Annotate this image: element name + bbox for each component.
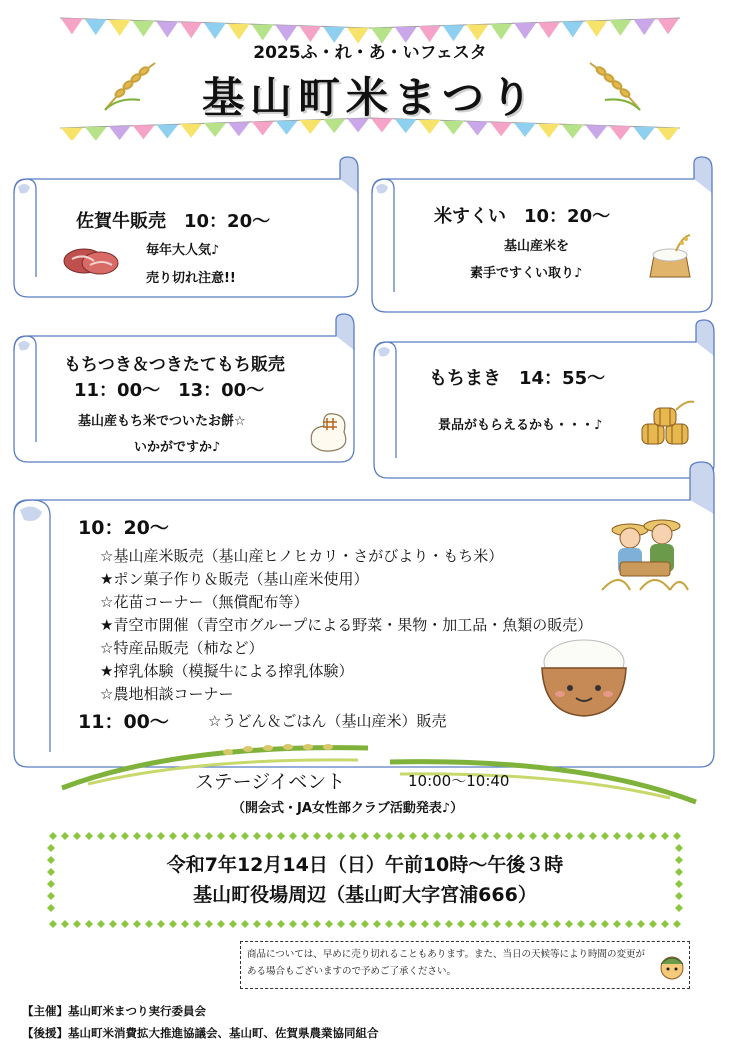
diamond-ornament bbox=[205, 832, 213, 840]
diamond-ornament bbox=[397, 920, 405, 928]
diamond-ornament bbox=[361, 832, 369, 840]
diamond-ornament bbox=[493, 832, 501, 840]
diamond-ornament bbox=[553, 832, 561, 840]
diamond-ornament bbox=[433, 832, 441, 840]
diamond-ornament bbox=[277, 832, 285, 840]
diamond-ornament bbox=[613, 920, 621, 928]
diamond-ornament bbox=[649, 832, 657, 840]
list-item: ☆花苗コーナー（無償配布等） bbox=[100, 593, 309, 611]
diamond-ornament bbox=[421, 832, 429, 840]
diamond-ornament bbox=[61, 832, 69, 840]
bunting-flag bbox=[633, 19, 655, 35]
diamond-ornament bbox=[613, 832, 621, 840]
bunting-flag bbox=[156, 125, 178, 139]
panel-rice-scoop bbox=[372, 157, 712, 312]
diamond-ornament bbox=[217, 920, 225, 928]
support-text: 【後援】基山町米消費拡大推進協議会、基山町、佐賀県農業協同組合 bbox=[22, 1026, 379, 1040]
diamond-ornament bbox=[169, 920, 177, 928]
list-item: ★搾乳体験（模擬牛による搾乳体験） bbox=[100, 662, 354, 680]
diamond-ornament bbox=[157, 832, 165, 840]
list-item: ★青空市開催（青空市グループによる野菜・果物・加工品・魚類の販売） bbox=[100, 616, 593, 634]
main-time-1100: 11：00～ bbox=[78, 711, 169, 733]
bunting-flag bbox=[180, 22, 202, 38]
diamond-ornament bbox=[193, 920, 201, 928]
stage-detail: （開会式・JA女性部クラブ活動発表♪） bbox=[232, 801, 464, 816]
diamond-ornament bbox=[289, 832, 297, 840]
mochitsuki-time: 11：00～ 13：00～ bbox=[74, 380, 265, 401]
bunting-flag bbox=[657, 128, 679, 140]
diamond-ornament bbox=[517, 832, 525, 840]
saga-beef-heading: 佐賀牛販売 10：20～ bbox=[76, 211, 271, 232]
farmers-icon bbox=[600, 512, 690, 592]
diamond-ornament bbox=[265, 832, 273, 840]
mochitsuki-line1: 基山産もち米でついたお餅☆ bbox=[78, 414, 246, 429]
bunting-flag bbox=[562, 21, 584, 37]
diamond-ornament bbox=[121, 832, 129, 840]
mochimaki-heading: もちまき 14：55～ bbox=[429, 368, 606, 389]
diamond-ornament bbox=[85, 832, 93, 840]
diamond-ornament bbox=[97, 832, 105, 840]
diamond-ornament bbox=[529, 920, 537, 928]
diamond-ornament bbox=[505, 832, 513, 840]
diamond-ornament bbox=[457, 920, 465, 928]
diamond-ornament bbox=[481, 832, 489, 840]
diamond-ornament bbox=[625, 920, 633, 928]
rice-scoop-line2: 素手ですくい取り♪ bbox=[470, 266, 583, 281]
diamond-ornament bbox=[313, 920, 321, 928]
diamond-ornament bbox=[301, 920, 309, 928]
diamond-ornament bbox=[337, 920, 345, 928]
bunting-flag bbox=[156, 21, 178, 37]
diamond-ornament bbox=[181, 920, 189, 928]
diamond-ornament bbox=[145, 832, 153, 840]
diamond-ornament bbox=[133, 832, 141, 840]
diamond-ornament bbox=[433, 920, 441, 928]
bunting-flag bbox=[133, 21, 155, 37]
bunting-flag bbox=[204, 123, 226, 137]
diamond-ornament bbox=[469, 832, 477, 840]
diamond-ornament bbox=[133, 920, 141, 928]
diamond-ornament bbox=[397, 832, 405, 840]
list-item: ★ポン菓子作り＆販売（基山産米使用） bbox=[100, 570, 369, 588]
diamond-ornament bbox=[229, 832, 237, 840]
rice-scoop-heading: 米すくい 10：20～ bbox=[434, 206, 611, 227]
diamond-ornament bbox=[109, 920, 117, 928]
diamond-ornament bbox=[673, 920, 681, 928]
mochimaki-line1: 景品がもらえるかも・・・♪ bbox=[438, 418, 603, 433]
diamond-ornament bbox=[517, 920, 525, 928]
diamond-ornament bbox=[193, 832, 201, 840]
diamond-ornament bbox=[97, 920, 105, 928]
diamond-ornament bbox=[229, 920, 237, 928]
main-time-1020: 10：20～ bbox=[78, 517, 169, 539]
diamond-ornament bbox=[325, 832, 333, 840]
diamond-ornament bbox=[337, 832, 345, 840]
header-banner bbox=[60, 10, 680, 140]
diamond-ornament bbox=[553, 920, 561, 928]
organizer-text: 【主催】基山町米まつり実行委員会 bbox=[22, 1004, 206, 1018]
diamond-ornament bbox=[601, 920, 609, 928]
list-item: ☆基山産米販売（基山産ヒノヒカリ・さがびより・もち米） bbox=[100, 547, 504, 565]
festa-subtitle: 2025ふ・れ・あ・いフェスタ bbox=[253, 43, 487, 63]
bunting-flag bbox=[204, 23, 226, 39]
diamond-ornament bbox=[61, 920, 69, 928]
bunting-flag bbox=[657, 18, 679, 34]
diamond-ornament bbox=[85, 920, 93, 928]
bunting-flag bbox=[109, 126, 131, 140]
diamond-ornament bbox=[73, 832, 81, 840]
bunting-flag bbox=[586, 21, 608, 37]
saga-beef-line1: 毎年大人気♪ bbox=[146, 243, 220, 258]
bunting-flag bbox=[633, 127, 655, 140]
diamond-ornament bbox=[49, 832, 57, 840]
panel-saga-beef bbox=[14, 157, 358, 297]
notice-box bbox=[240, 941, 690, 989]
diamond-ornament bbox=[469, 920, 477, 928]
diamond-ornament bbox=[505, 920, 513, 928]
diamond-ornament bbox=[589, 920, 597, 928]
bunting-flag bbox=[61, 128, 83, 140]
diamond-ornament bbox=[217, 832, 225, 840]
event-place: 基山町役場周辺（基山町大字宮浦666） bbox=[193, 884, 537, 906]
bunting-flag bbox=[109, 20, 131, 36]
bunting-flag bbox=[538, 22, 560, 38]
stage-time: 10:00～10:40 bbox=[408, 772, 510, 790]
diamond-ornament bbox=[625, 832, 633, 840]
diamond-ornament bbox=[145, 920, 153, 928]
list-item: ☆農地相談コーナー bbox=[100, 685, 234, 703]
diamond-ornament bbox=[637, 832, 645, 840]
diamond-ornament bbox=[385, 832, 393, 840]
diamond-ornament bbox=[637, 920, 645, 928]
bunting-flag bbox=[609, 20, 631, 36]
diamond-ornament bbox=[661, 920, 669, 928]
diamond-ornament bbox=[577, 920, 585, 928]
diamond-ornament bbox=[565, 920, 573, 928]
diamond-ornament bbox=[445, 920, 453, 928]
rice-bowl-icon bbox=[534, 632, 634, 722]
mascot-icon bbox=[657, 952, 687, 982]
diamond-ornament bbox=[481, 920, 489, 928]
panel-mochimaki bbox=[374, 320, 714, 478]
diamond-ornament bbox=[157, 920, 165, 928]
page-title: 基山町米まつり bbox=[201, 73, 538, 122]
diamond-ornament bbox=[181, 832, 189, 840]
diamond-ornament bbox=[409, 832, 417, 840]
mochitsuki-heading: もちつき＆つきたてもち販売 bbox=[64, 355, 285, 375]
diamond-ornament bbox=[241, 832, 249, 840]
diamond-ornament bbox=[349, 832, 357, 840]
rice-scoop-line1: 基山産米を bbox=[504, 239, 570, 254]
udon-rice-item: ☆うどん＆ごはん（基山産米）販売 bbox=[208, 712, 447, 730]
event-date: 令和7年12月14日（日）午前10時～午後３時 bbox=[166, 854, 564, 876]
bunting-flag bbox=[85, 127, 107, 140]
diamond-ornament bbox=[493, 920, 501, 928]
diamond-ornament bbox=[121, 920, 129, 928]
diamond-ornament bbox=[649, 920, 657, 928]
diamond-ornament bbox=[241, 920, 249, 928]
bunting-flag bbox=[180, 124, 202, 138]
beef-icon bbox=[62, 239, 122, 279]
bunting-flag bbox=[586, 125, 608, 139]
diamond-ornament bbox=[361, 920, 369, 928]
list-item: ☆特産品販売（柿など） bbox=[100, 639, 264, 657]
bunting-flag bbox=[85, 19, 107, 35]
bunting-flag bbox=[61, 18, 83, 34]
diamond-ornament bbox=[529, 832, 537, 840]
diamond-ornament bbox=[253, 920, 261, 928]
diamond-ornament bbox=[301, 832, 309, 840]
diamond-ornament bbox=[409, 920, 417, 928]
saga-beef-line2: 売り切れ注意!! bbox=[146, 271, 236, 286]
diamond-ornament bbox=[601, 832, 609, 840]
diamond-ornament bbox=[253, 832, 261, 840]
diamond-ornament bbox=[325, 920, 333, 928]
diamond-ornament bbox=[541, 920, 549, 928]
stage-title: ステージイベント bbox=[195, 771, 346, 793]
mochi-icon bbox=[302, 406, 352, 456]
diamond-ornament bbox=[49, 920, 57, 928]
diamond-ornament bbox=[289, 920, 297, 928]
diamond-ornament bbox=[577, 832, 585, 840]
diamond-ornament bbox=[265, 920, 273, 928]
bunting-flag bbox=[514, 23, 536, 39]
bunting-flag bbox=[609, 126, 631, 140]
diamond-ornament bbox=[421, 920, 429, 928]
diamond-ornament bbox=[385, 920, 393, 928]
diamond-ornament bbox=[373, 832, 381, 840]
diamond-ornament bbox=[109, 832, 117, 840]
diamond-ornament bbox=[445, 832, 453, 840]
bunting-flag bbox=[538, 124, 560, 138]
diamond-ornament bbox=[169, 832, 177, 840]
diamond-ornament bbox=[673, 832, 681, 840]
diamond-ornament bbox=[565, 832, 573, 840]
diamond-ornament bbox=[205, 920, 213, 928]
panel-mochitsuki bbox=[14, 314, 354, 462]
diamond-ornament bbox=[589, 832, 597, 840]
diamond-ornament bbox=[373, 920, 381, 928]
diamond-ornament bbox=[73, 920, 81, 928]
rice-box-icon bbox=[646, 233, 696, 283]
rice-bales-icon bbox=[636, 400, 696, 450]
bunting-flag bbox=[562, 125, 584, 139]
diamond-ornament bbox=[457, 832, 465, 840]
diamond-ornament bbox=[661, 832, 669, 840]
diamond-ornament bbox=[277, 920, 285, 928]
bunting-flag bbox=[514, 123, 536, 137]
diamond-ornament bbox=[541, 832, 549, 840]
notice-text: 商品については、早めに売り切れることもあります。また、当日の天候等により時間の変更がある場合もございますので予めご了承ください。 bbox=[247, 949, 646, 977]
diamond-ornament bbox=[349, 920, 357, 928]
mochitsuki-line2: いかがですか♪ bbox=[134, 440, 221, 455]
bunting-flag bbox=[133, 125, 155, 139]
diamond-ornament bbox=[313, 832, 321, 840]
